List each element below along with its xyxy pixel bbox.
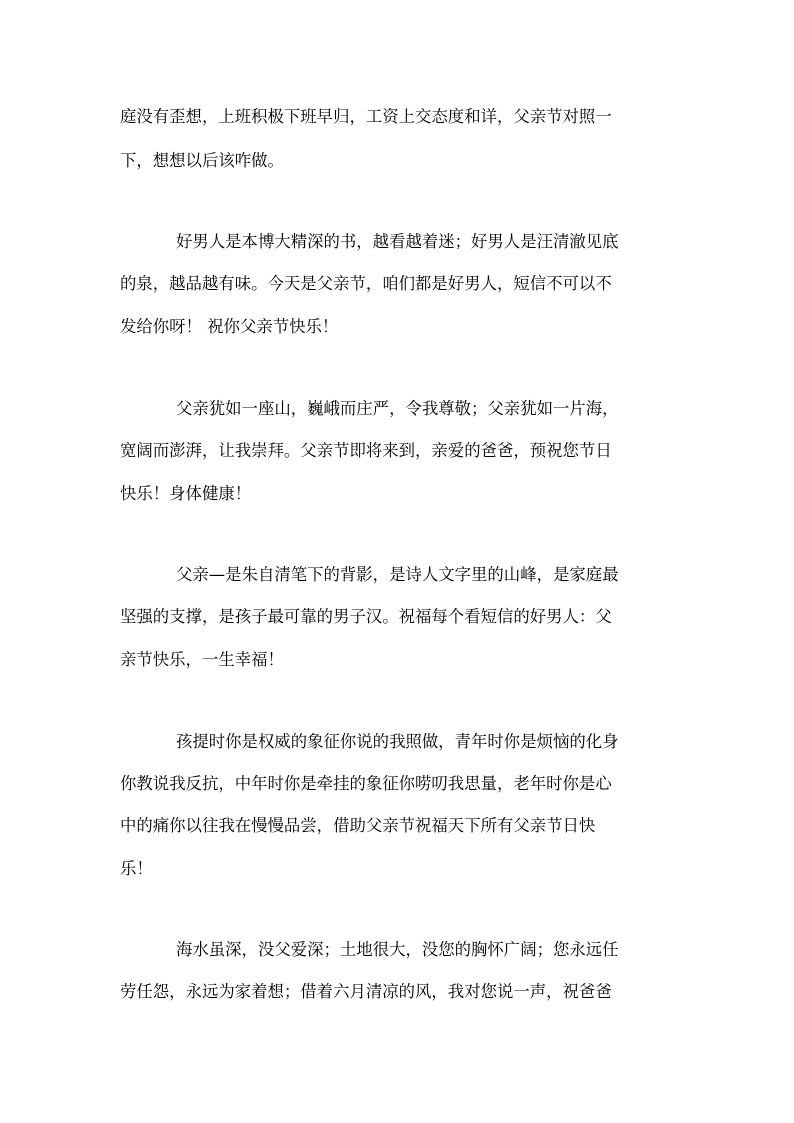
text-line: 发给你呀！ 祝你父亲节快乐！ [120,317,339,336]
text-line: 劳任怨，永远为家着想；借着六月清凉的风，我对您说一声，祝爸爸 [120,982,612,1001]
text-line: 乐！ [120,859,153,878]
text-line: 中的痛你以往我在慢慢品尝，借助父亲节祝福天下所有父亲节日快 [120,816,596,835]
text-line: 坚强的支撑，是孩子最可靠的男子汉。祝福每个看短信的好男人：父 [120,607,612,626]
text-line: 亲节快乐，一生幸福！ [120,650,284,669]
text-line: 快乐！身体健康！ [120,484,252,503]
text-line: 下，想想以后该咋做。 [120,151,284,170]
paragraph-first-line: 好男人是本博大精深的书，越看越着迷；好男人是汪清澈见底 [176,232,619,251]
paragraph-first-line: 海水虽深，没父爱深；土地很大，没您的胸怀广阔；您永远任 [176,940,619,959]
paragraph-first-line: 孩提时你是权威的象征你说的我照做，青年时你是烦恼的化身 [176,732,619,751]
text-line: 你教说我反抗，中年时你是牵挂的象征你唠叨我思量，老年时你是心 [120,774,612,793]
text-line: 庭没有歪想，上班积极下班早归，工资上交态度和详，父亲节对照一 [120,107,612,126]
paragraph-first-line: 父亲犹如一座山，巍峨而庄严，令我尊敬；父亲犹如一片海， [176,399,619,418]
text-line: 宽阔而澎湃，让我崇拜。父亲节即将来到，亲爱的爸爸，预祝您节日 [120,441,612,460]
text-line: 的泉，越品越有味。今天是父亲节，咱们都是好男人，短信不可以不 [120,274,612,293]
paragraph-first-line: 父亲—是朱自清笔下的背影，是诗人文字里的山峰，是家庭最 [176,565,619,584]
